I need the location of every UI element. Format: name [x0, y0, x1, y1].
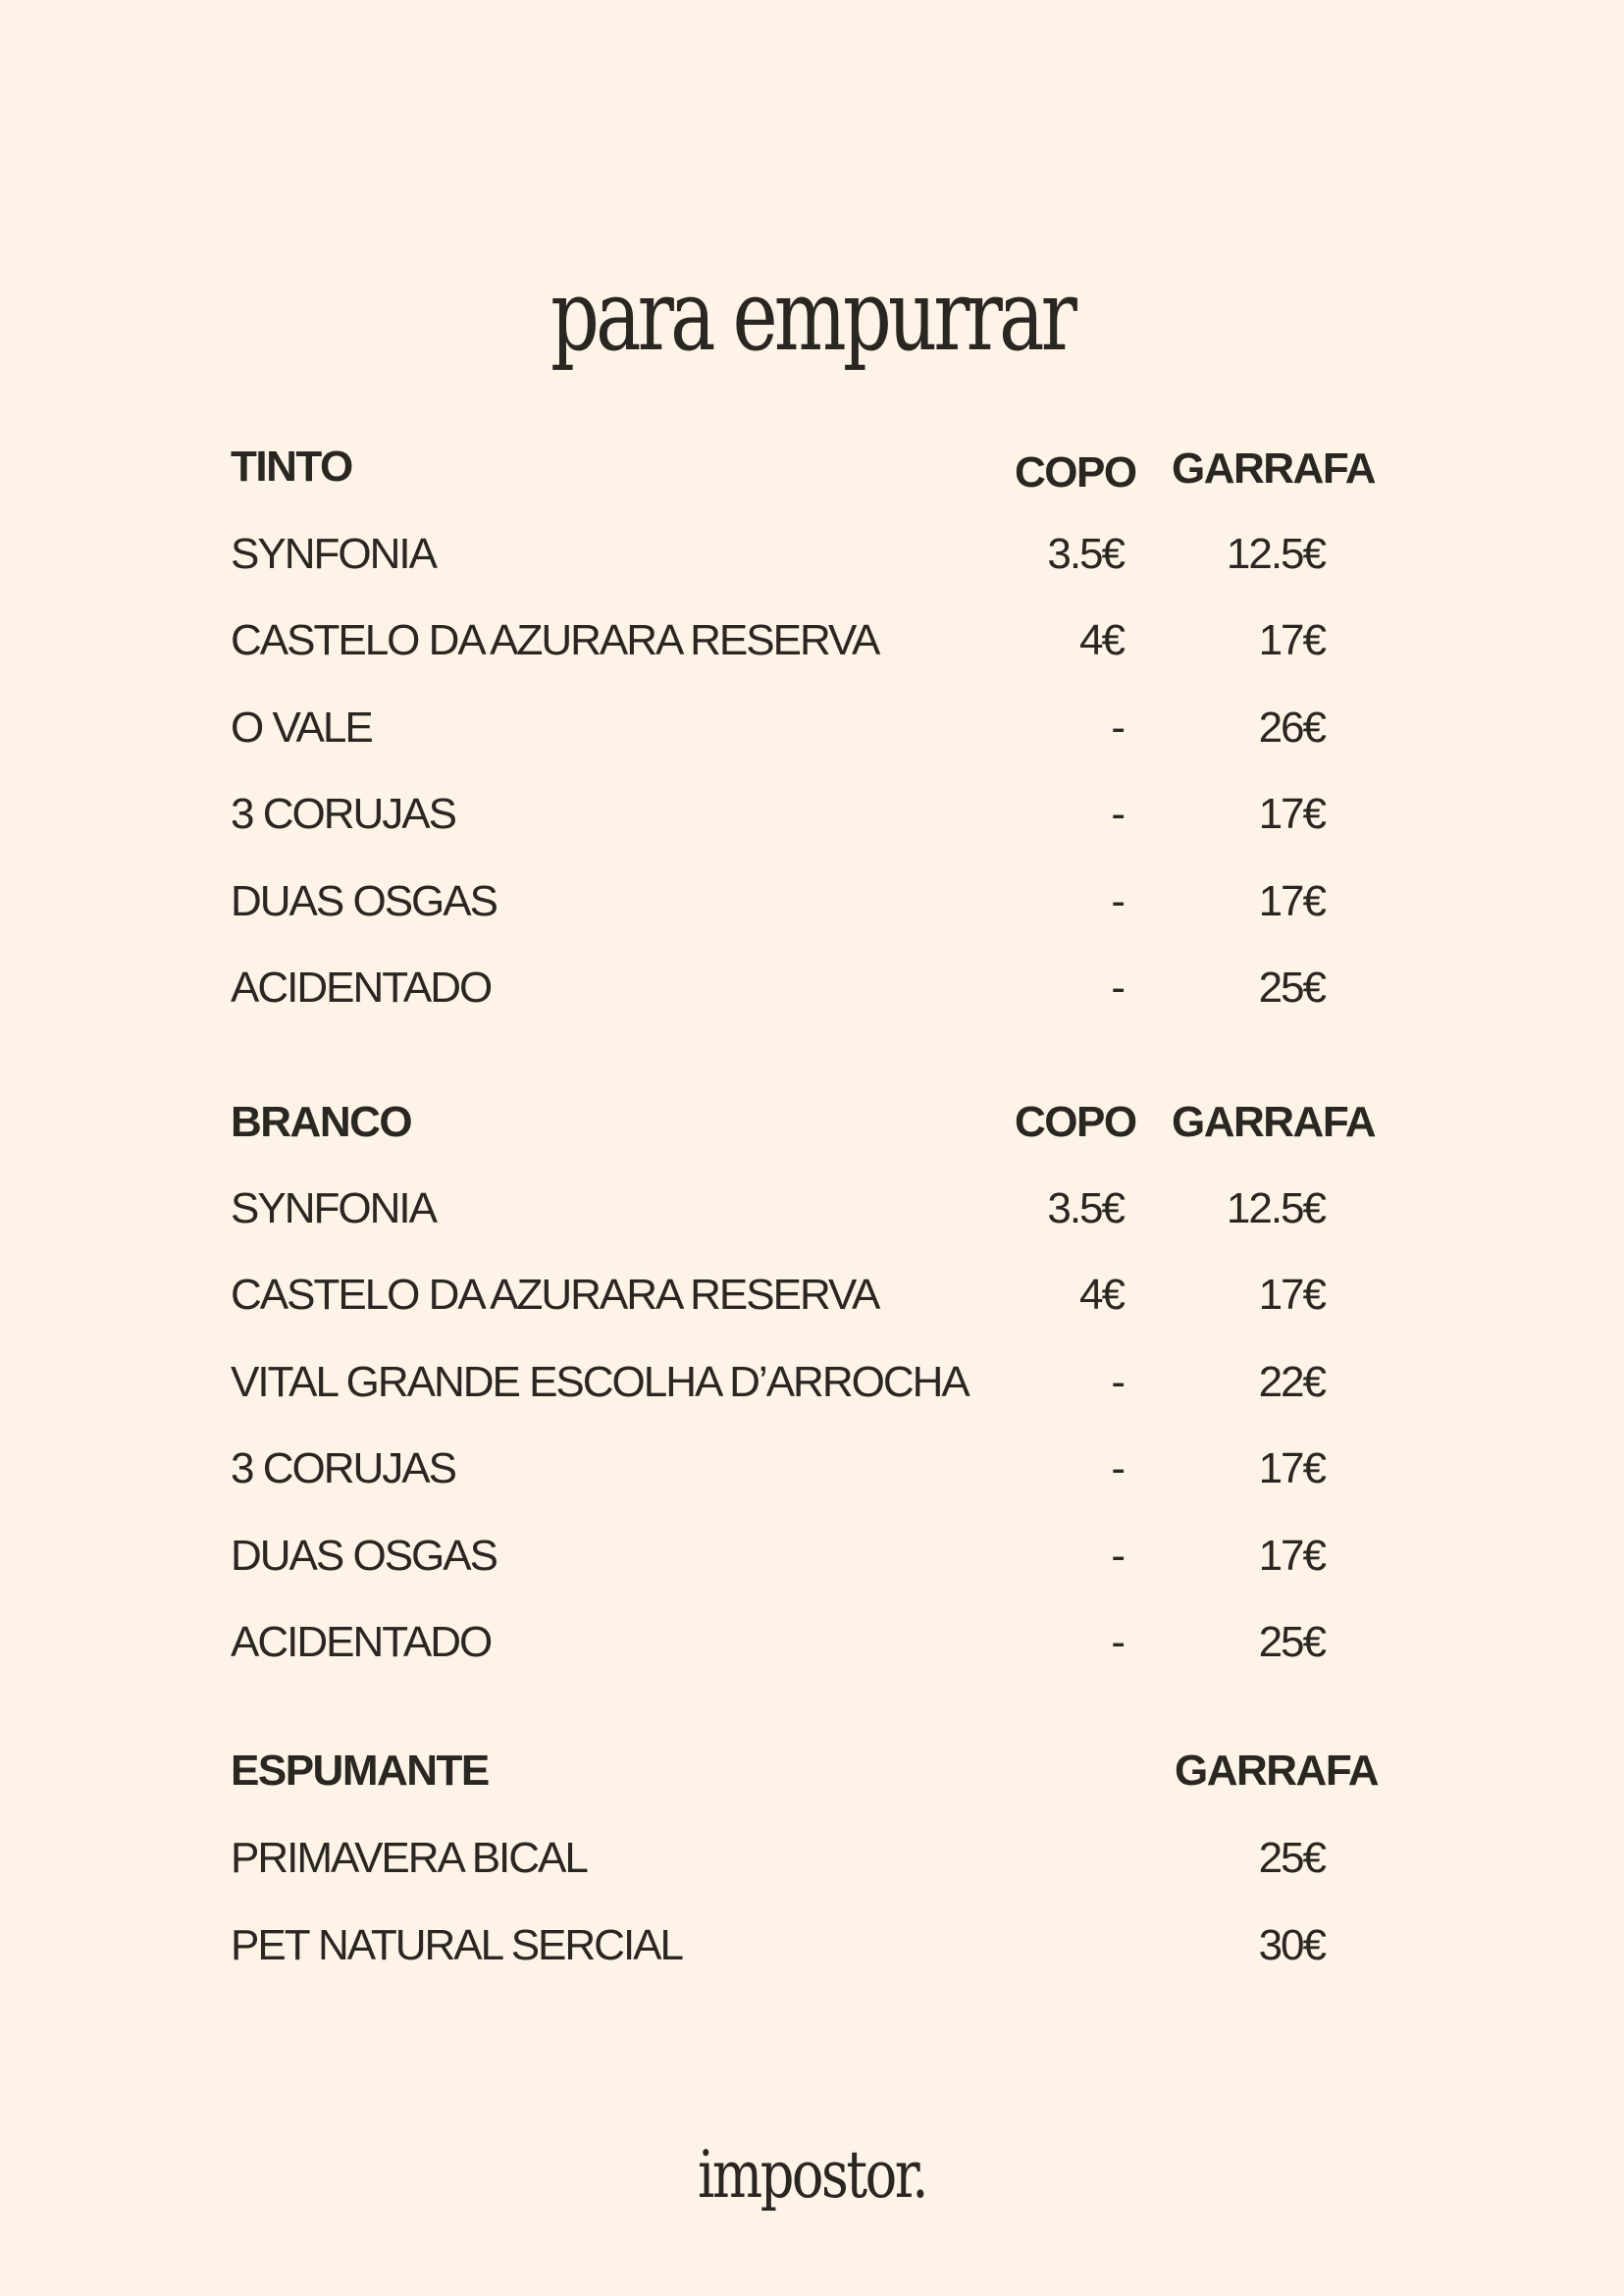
section-header	[0, 1742, 1624, 1800]
wine-row	[0, 1179, 1624, 1238]
wine-name: O VALE	[231, 704, 372, 752]
section-header	[0, 1093, 1624, 1152]
wine-name: DUAS OSGAS	[231, 1532, 497, 1580]
wine-row	[0, 699, 1624, 757]
wine-row	[0, 785, 1624, 844]
wine-row	[0, 525, 1624, 584]
copo-price: 4€	[1079, 616, 1124, 664]
section-header	[0, 438, 1624, 496]
copo-price: -	[1111, 1358, 1124, 1406]
copo-price: -	[1111, 1532, 1124, 1580]
garrafa-price: 17€	[1258, 877, 1325, 925]
wine-row	[0, 1527, 1624, 1586]
garrafa-column-header: GARRAFA	[1172, 444, 1376, 493]
copo-price: -	[1111, 877, 1124, 925]
wine-name: 3 CORUJAS	[231, 1444, 455, 1492]
garrafa-price: 30€	[1258, 1921, 1325, 1969]
garrafa-price: 17€	[1258, 1444, 1325, 1492]
wine-name: PRIMAVERA BICAL	[231, 1834, 587, 1882]
wine-row	[0, 1439, 1624, 1498]
section-heading: TINTO	[231, 443, 352, 491]
wine-name: PET NATURAL SERCIAL	[231, 1921, 682, 1969]
copo-price: -	[1111, 964, 1124, 1012]
garrafa-price: 17€	[1258, 790, 1325, 838]
garrafa-column-header: GARRAFA	[1172, 1098, 1376, 1146]
garrafa-column-header: GARRAFA	[1175, 1747, 1379, 1795]
wine-row	[0, 872, 1624, 931]
garrafa-price: 25€	[1258, 1834, 1325, 1882]
wine-name: SYNFONIA	[231, 530, 436, 578]
wine-row	[0, 1613, 1624, 1672]
menu-title: para empurrar	[550, 258, 1074, 373]
garrafa-price: 17€	[1258, 1532, 1325, 1580]
wine-name: DUAS OSGAS	[231, 877, 497, 925]
wine-name: ACIDENTADO	[231, 964, 492, 1012]
copo-column-header: COPO	[1015, 1098, 1136, 1146]
wine-row	[0, 1353, 1624, 1412]
copo-price: -	[1111, 1444, 1124, 1492]
garrafa-price: 17€	[1258, 1271, 1325, 1319]
copo-price: -	[1111, 1618, 1124, 1666]
section-heading: ESPUMANTE	[231, 1747, 489, 1795]
copo-price: -	[1111, 704, 1124, 752]
copo-column-header: COPO	[1015, 448, 1136, 496]
garrafa-price: 22€	[1258, 1358, 1325, 1406]
wine-name: CASTELO DA AZURARA RESERVA	[231, 616, 879, 664]
wine-row	[0, 959, 1624, 1018]
section-heading: BRANCO	[231, 1098, 412, 1146]
wine-name: SYNFONIA	[231, 1184, 436, 1232]
copo-price: 3.5€	[1047, 1184, 1124, 1232]
garrafa-price: 26€	[1258, 704, 1325, 752]
garrafa-price: 25€	[1258, 1618, 1325, 1666]
copo-price: -	[1111, 790, 1124, 838]
wine-name: ACIDENTADO	[231, 1618, 492, 1666]
garrafa-price: 25€	[1258, 964, 1325, 1012]
wine-row	[0, 1916, 1624, 1975]
garrafa-price: 17€	[1258, 616, 1325, 664]
wine-name: VITAL GRANDE ESCOLHA D’ARROCHA	[231, 1358, 969, 1406]
garrafa-price: 12.5€	[1226, 530, 1325, 578]
garrafa-price: 12.5€	[1226, 1184, 1325, 1232]
wine-row	[0, 611, 1624, 670]
copo-price: 4€	[1079, 1271, 1124, 1319]
wine-name: CASTELO DA AZURARA RESERVA	[231, 1271, 879, 1319]
copo-price: 3.5€	[1047, 530, 1124, 578]
wine-row	[0, 1266, 1624, 1325]
wine-name: 3 CORUJAS	[231, 790, 455, 838]
brand-logo: impostor.	[698, 2137, 926, 2213]
wine-row	[0, 1829, 1624, 1888]
